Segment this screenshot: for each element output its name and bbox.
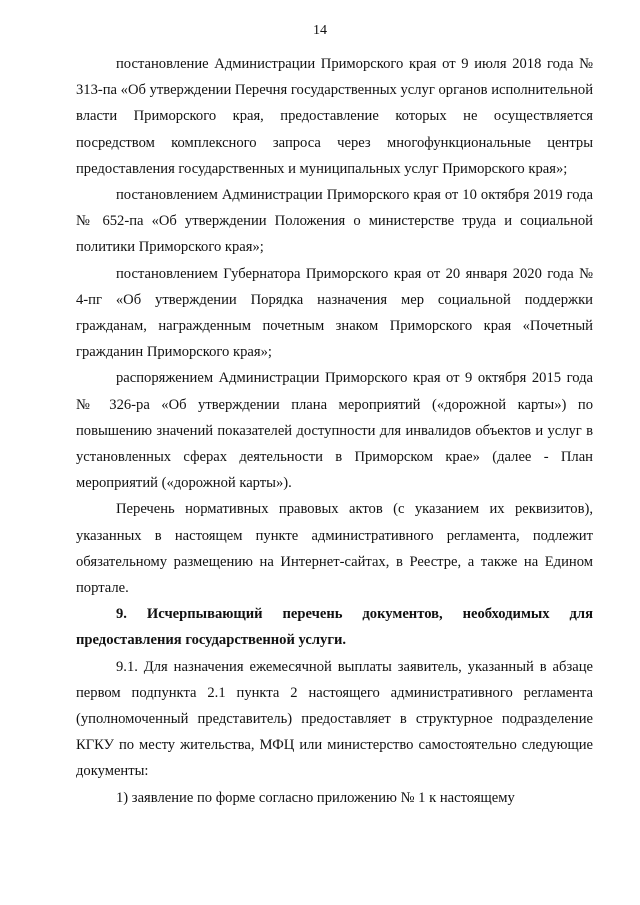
paragraph-acts-list-publication: Перечень нормативных правовых актов (с указанием их реквизитов), указанных в настоящем пункте административного регламента, подлежит обязательному размещению на Интернет-сайтах, в Реестре, а также на Едином портале. [76,501,593,597]
page-number: 14 [313,23,327,38]
paragraph-governor-resolution-4pg: постановлением Губернатора Приморского края от 20 января 2020 года № 4-пг «Об утверждении Порядка назначения мер социальной поддержки гражданам, награжденным почетным знаком Приморского края «Почетный гражданин Приморского края»; [76,265,593,361]
document-body [76,51,593,811]
list-item-1-application: 1) заявление по форме согласно приложению № 1 к настоящему [116,789,515,806]
paragraph-resolution-313pa: постановление Администрации Приморского края от 9 июля 2018 года № 313-па «Об утверждении Перечня государственных услуг органов исполнительной власти Приморского края, предоставление которых не осуществляется посредством комплексного запроса через многофункциональные центры предоставления государственных и муниципальных услуг Приморского края»; [76,56,594,177]
section-heading-9: 9. Исчерпывающий перечень документов, необходимых для предоставления государственной услуги. [76,606,593,649]
paragraph-order-326ra: распоряжением Администрации Приморского края от 9 октября 2015 года № 326-ра «Об утверждении плана мероприятий («дорожной карты») по повышению значений показателей доступности для инвалидов объектов и услуг в установленных сферах деятельности в Приморском крае» (далее - План мероприятий («дорожной карты»). [76,370,593,492]
paragraph-9-1: 9.1. Для назначения ежемесячной выплаты заявитель, указанный в абзаце первом подпункта 2.1 пункта 2 настоящего административного регламента (уполномоченный представитель) предоставляет в структурное подразделение КГКУ по месту жительства, МФЦ или министерство самостоятельно следующие документы: [76,658,593,780]
paragraph-resolution-652pa: постановлением Администрации Приморского края от 10 октября 2019 года № 652-па «Об утверждении Положения о министерстве труда и социальной политики Приморского края»; [76,187,593,256]
